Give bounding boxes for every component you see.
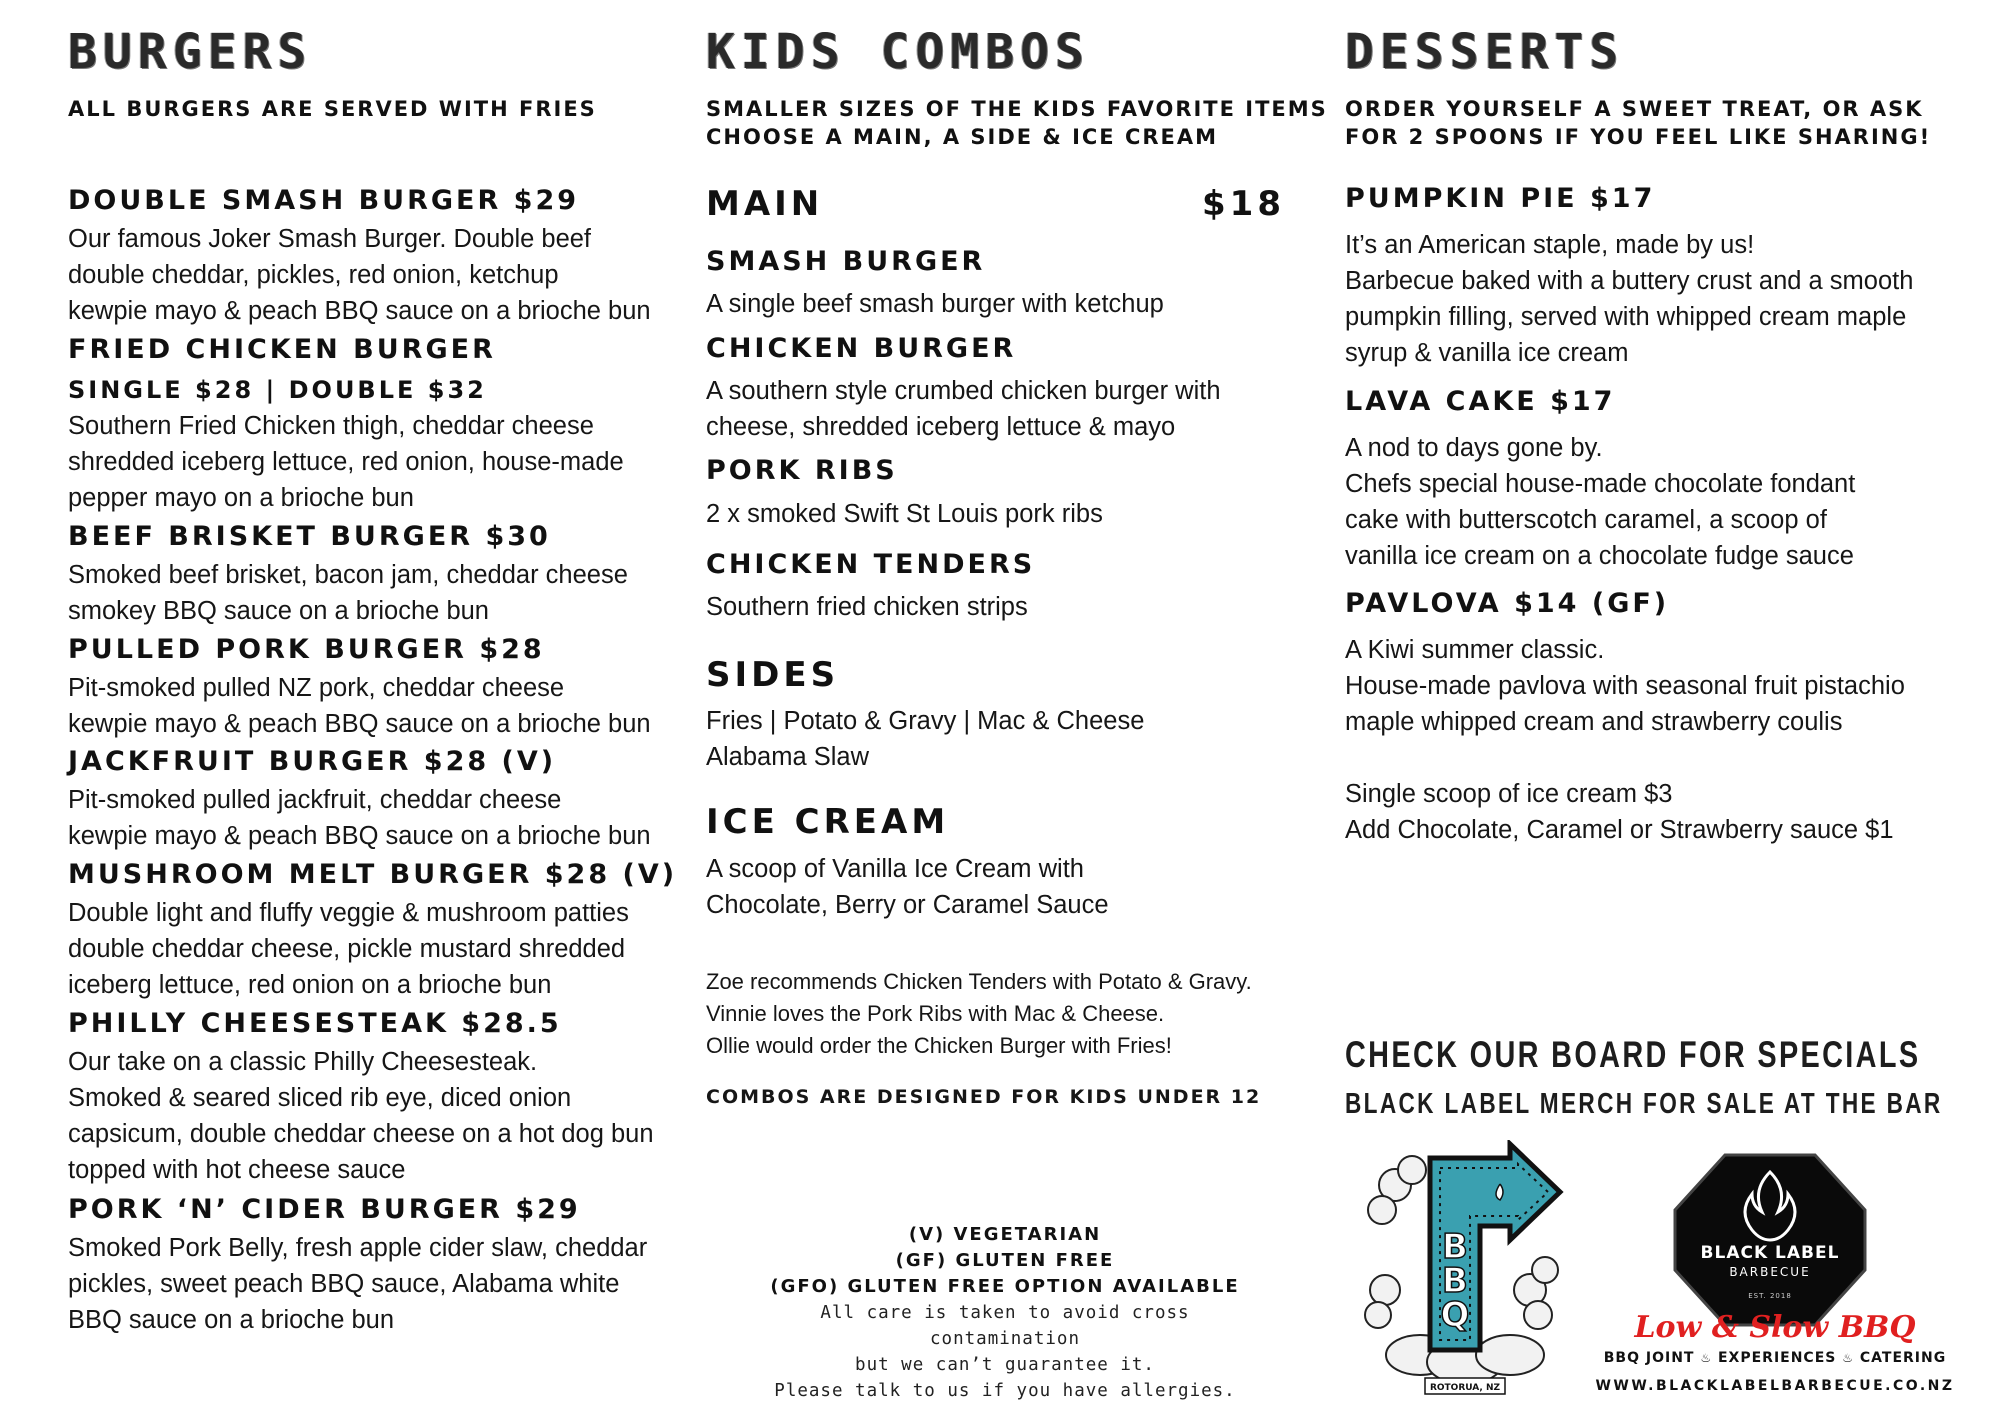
legend-vegetarian: (V) VEGETARIAN <box>908 1224 1102 1245</box>
desserts-heading: DESSERTS <box>1345 24 1625 80</box>
burger-title-double-smash: DOUBLE SMASH BURGER $29 <box>68 185 580 216</box>
dessert-desc-pumpkin-pie: It’s an American staple, made by us! Barbecue baked with a buttery crust and a smooth pumpkin filling, served with whipped cream maple syrup & vanilla ice cream <box>1345 231 1914 367</box>
desserts-subheading: ORDER YOURSELF A SWEET TREAT, OR ASK FOR 2 SPOONS IF YOU FEEL LIKE SHARING! <box>1345 97 1932 149</box>
legend-gfo: (GFO) GLUTEN FREE OPTION AVAILABLE <box>770 1276 1240 1297</box>
burger-desc-jackfruit: Pit-smoked pulled jackfruit, cheddar cheese kewpie mayo & peach BBQ sauce on a brioche bun <box>68 786 651 850</box>
flame-icon: ♨ <box>1842 1351 1854 1365</box>
burgers-subheading: ALL BURGERS ARE SERVED WITH FRIES <box>68 97 597 121</box>
services-line: BBQ JOINT ♨ EXPERIENCES ♨ CATERING <box>1603 1350 1947 1366</box>
kids-recommendations: Zoe recommends Chicken Tenders with Potato & Gravy. Vinnie loves the Pork Ribs with Mac & Cheese. Ollie would order the Chicken Burger with Fries! <box>706 969 1252 1058</box>
sign-letter-q: Q <box>1440 1295 1470 1335</box>
burger-title-philly: PHILLY CHEESESTEAK $28.5 <box>68 1008 562 1039</box>
dessert-title-lava-cake: LAVA CAKE $17 <box>1345 386 1616 417</box>
merch-banner: BLACK LABEL MERCH FOR SALE AT THE BAR <box>1345 1088 1943 1120</box>
kids-item-title-chicken-tenders: CHICKEN TENDERS <box>706 549 1036 580</box>
dessert-extras: Single scoop of ice cream $3 Add Chocolate, Caramel or Strawberry sauce $1 <box>1345 780 1894 844</box>
burgers-heading: BURGERS <box>68 24 313 80</box>
logo-est-text: EST. 2018 <box>1748 1292 1792 1300</box>
kids-main-label: MAIN <box>706 184 824 224</box>
sign-letter-b: B <box>1442 1227 1468 1267</box>
kids-item-desc-pork-ribs: 2 x smoked Swift St Louis pork ribs <box>706 500 1103 528</box>
dessert-desc-lava-cake: A nod to days gone by. Chefs special house-made chocolate fondant cake with butterscotch caramel, a scoop of vanilla ice cream on a chocolate fudge sauce <box>1345 434 1856 570</box>
burger-title-pulled-pork: PULLED PORK BURGER $28 <box>68 634 545 665</box>
dessert-title-pumpkin-pie: PUMPKIN PIE $17 <box>1345 183 1656 214</box>
dessert-title-pavlova: PAVLOVA $14 (GF) <box>1345 588 1670 619</box>
sign-footer-text: ROTORUA, NZ <box>1429 1383 1501 1393</box>
bbq-sign-logo <box>1360 1140 1570 1400</box>
burger-title-mushroom-melt: MUSHROOM MELT BURGER $28 (V) <box>68 859 678 890</box>
dessert-desc-pavlova: A Kiwi summer classic. House-made pavlova with seasonal fruit pistachio maple whipped cream and strawberry coulis <box>1345 636 1905 736</box>
kids-icecream-desc: A scoop of Vanilla Ice Cream with Chocolate, Berry or Caramel Sauce <box>706 855 1109 919</box>
burger-title-beef-brisket: BEEF BRISKET BURGER $30 <box>68 521 551 552</box>
flame-icon: ♨ <box>1700 1351 1713 1365</box>
kids-item-title-chicken-burger: CHICKEN BURGER <box>706 333 1017 364</box>
burger-desc-fried-chicken: Southern Fried Chicken thigh, cheddar cheese shredded iceberg lettuce, red onion, house-made pepper mayo on a brioche bun <box>68 412 624 512</box>
kids-icecream-label: ICE CREAM <box>706 802 950 842</box>
kids-item-title-smash-burger: SMASH BURGER <box>706 246 986 277</box>
legend-gluten-free: (GF) GLUTEN FREE <box>895 1250 1115 1271</box>
kids-sides-label: SIDES <box>706 655 840 695</box>
website-link[interactable]: WWW.BLACKLABELBARBECUE.CO.NZ <box>1595 1378 1955 1394</box>
kids-sides-desc: Fries | Potato & Gravy | Mac & Cheese Alabama Slaw <box>706 707 1145 771</box>
kids-item-desc-chicken-tenders: Southern fried chicken strips <box>706 593 1028 621</box>
burger-desc-mushroom-melt: Double light and fluffy veggie & mushroom patties double cheddar cheese, pickle mustard shredded iceberg lettuce, red onion on a brioche bun <box>68 899 629 999</box>
burger-subtitle-fried-chicken: SINGLE $28 | DOUBLE $32 <box>68 376 487 404</box>
kids-main-price: $18 <box>1202 184 1285 224</box>
burger-desc-philly: Our take on a classic Philly Cheesesteak. Smoked & seared sliced rib eye, diced onion capsicum, double cheddar cheese on a hot dog bun topped with hot cheese sauce <box>68 1048 654 1184</box>
allergy-note-line: but we can’t guarantee it. <box>855 1355 1155 1375</box>
specials-banner: CHECK OUR BOARD FOR SPECIALS <box>1345 1034 1921 1075</box>
logo-sub-text: BARBECUE <box>1729 1265 1811 1279</box>
burger-desc-beef-brisket: Smoked beef brisket, bacon jam, cheddar cheese smokey BBQ sauce on a brioche bun <box>68 561 628 625</box>
sign-letter-b2: B <box>1442 1261 1468 1301</box>
dietary-legend <box>740 1222 1270 1404</box>
kids-age-note: COMBOS ARE DESIGNED FOR KIDS UNDER 12 <box>706 1086 1262 1108</box>
burger-title-fried-chicken: FRIED CHICKEN BURGER <box>68 334 496 365</box>
burger-title-pork-n-cider: PORK ‘N’ CIDER BURGER $29 <box>68 1194 581 1225</box>
kids-item-desc-smash-burger: A single beef smash burger with ketchup <box>706 290 1164 318</box>
black-label-logo <box>1670 1150 1870 1330</box>
burger-desc-pork-n-cider: Smoked Pork Belly, fresh apple cider slaw, cheddar pickles, sweet peach BBQ sauce, Alabama white BBQ sauce on a brioche bun <box>68 1234 648 1334</box>
allergy-note-line: All care is taken to avoid cross contamination <box>820 1303 1190 1349</box>
kids-subheading: SMALLER SIZES OF THE KIDS FAVORITE ITEMS CHOOSE A MAIN, A SIDE & ICE CREAM <box>706 97 1328 149</box>
burger-title-jackfruit: JACKFRUIT BURGER $28 (V) <box>68 746 557 777</box>
tagline: Low & Slow BBQ <box>1634 1310 1916 1345</box>
kids-heading: KIDS COMBOS <box>706 24 1090 80</box>
logo-top-text: BLACK LABEL <box>1700 1243 1840 1263</box>
burger-desc-double-smash: Our famous Joker Smash Burger. Double beef double cheddar, pickles, red onion, ketchup kewpie mayo & peach BBQ sauce on a brioche bun <box>68 225 651 325</box>
allergy-note-line: Please talk to us if you have allergies. <box>774 1381 1236 1401</box>
kids-item-title-pork-ribs: PORK RIBS <box>706 455 898 486</box>
kids-item-desc-chicken-burger: A southern style crumbed chicken burger with cheese, shredded iceberg lettuce & mayo <box>706 377 1221 441</box>
burger-desc-pulled-pork: Pit-smoked pulled NZ pork, cheddar cheese kewpie mayo & peach BBQ sauce on a brioche bun <box>68 674 651 738</box>
